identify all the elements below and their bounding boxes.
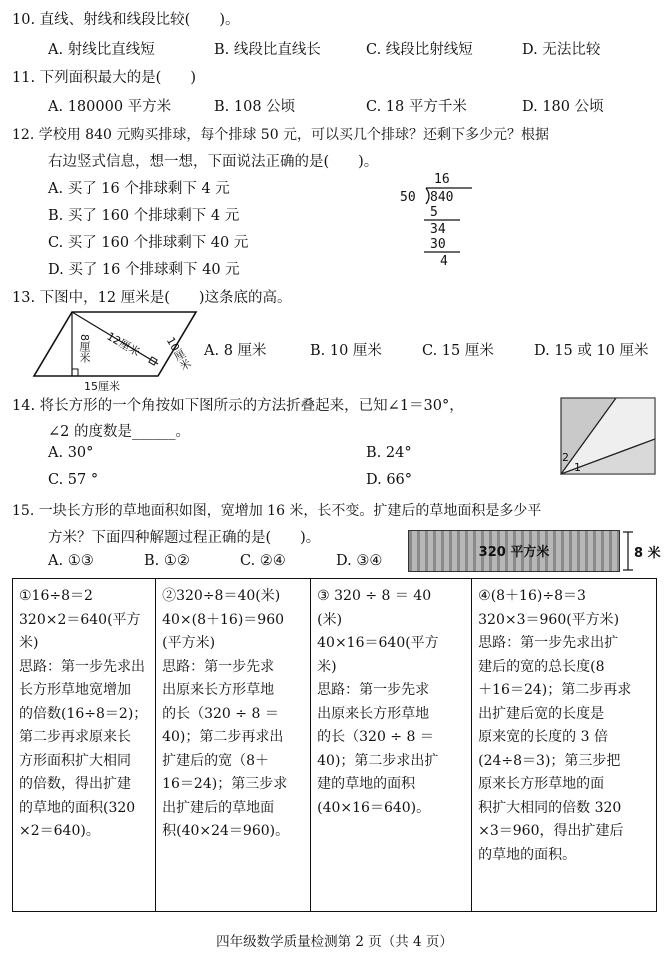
q15-option-d[interactable]: D. ③④ [336, 553, 383, 569]
q15-stem-line2: 方米？下面四种解题过程正确的是( )。 [48, 530, 321, 546]
q13-option-c[interactable]: C. 15 厘米 [422, 343, 494, 359]
division-dividend: 840 [430, 190, 454, 205]
q11-option-c[interactable]: C. 18 平方千米 [366, 99, 467, 115]
q14-option-c[interactable]: C. 57 ° [48, 472, 99, 488]
width-label: 8 米 [634, 546, 661, 561]
solution-1: ①16÷8＝2 320×2＝640(平方米) 思路：第一步先求出 长方形草地宽增加 的倍数(16÷8＝2)； 第二步再求原来长 方形面积扩大相同 的倍数，得出扩建 的草地的面积(320 ×2＝640)。 [13, 579, 156, 912]
q14-stem-line1: 14. 将长方形的一个角按如下图所示的方法折叠起来，已知∠1＝30°， [12, 398, 464, 414]
width-arrow [622, 530, 634, 572]
q14-option-b[interactable]: B. 24° [366, 445, 412, 461]
label-side-10cm: 10厘米 [163, 334, 194, 373]
q10-option-b[interactable]: B. 线段比直线长 [214, 42, 321, 58]
solution-2: ②320÷8＝40(米) 40×(8＋16)＝960 (平方米) 思路：第一步先求 出原来长方形草地 的长（320 ÷ 8 ＝ 40)；第二步再求出 扩建后的宽（8＋ 16＝24)；第三步求 出扩建后的草地面 积(40×24＝960)。 [156, 579, 311, 912]
grass-area-label: 320 平方米 [478, 545, 550, 560]
q15-option-a[interactable]: A. ①③ [48, 553, 94, 569]
division-divisor: 50 [400, 190, 416, 205]
q11-stem: 11. 下列面积最大的是( ) [12, 70, 196, 86]
division-step3: 30 [430, 237, 446, 252]
q14-option-d[interactable]: D. 66° [366, 472, 413, 488]
q12-option-b[interactable]: B. 买了 160 个排球剩下 4 元 [48, 208, 240, 224]
division-step1: 5 [430, 205, 438, 220]
solution-4: ④(8＋16)÷8＝3 320×3＝960(平方米) 思路：第一步先求出扩 建后的宽的总长度(8 ＋16＝24)；第二步再求 出扩建后宽的长度是 原来宽的长度的 3 倍 (24÷8＝3)；第三步把 原来长方形草地的面 积扩大相同的倍数 320 ×3＝960，得出扩建后 的草地的面积。 [472, 579, 657, 912]
label-base-15cm: 15厘米 [84, 380, 120, 393]
q13-option-b[interactable]: B. 10 厘米 [310, 343, 382, 359]
q10-option-c[interactable]: C. 线段比射线短 [366, 42, 473, 58]
q15-stem-line1: 15. 一块长方形的草地面积如图，宽增加 16 米，长不变。扩建后的草地面积是多少平 [12, 503, 542, 519]
parallelogram-figure [30, 308, 200, 393]
solution-3: ③ 320 ÷ 8 ＝ 40 (米) 40×16＝640(平方 米) 思路：第一步先求 出原来长方形草地 的长（320 ÷ 8 ＝ 40)；第二步求出扩 建的草地的面积 (40×16＝640)。 [311, 579, 472, 912]
angle-2-label: 2 [562, 451, 569, 464]
q13-option-d[interactable]: D. 15 或 10 厘米 [534, 343, 649, 359]
division-remainder: 4 [440, 254, 448, 269]
label-diagonal-12cm: 12厘米 [104, 329, 143, 359]
angle-1-label: 1 [574, 461, 581, 474]
q12-option-a[interactable]: A. 买了 16 个排球剩下 4 元 [48, 181, 230, 197]
q11-option-a[interactable]: A. 180000 平方米 [48, 99, 172, 115]
division-quotient: 16 [434, 172, 450, 187]
q11-option-d[interactable]: D. 180 公顷 [522, 99, 604, 115]
q12-stem-line2: 右边竖式信息，想一想，下面说法正确的是( )。 [48, 154, 379, 170]
width-marker [622, 530, 662, 572]
label-height-8cm: 8厘米 [78, 334, 91, 363]
division-figure [396, 170, 476, 270]
q14-stem-line2: ∠2 的度数是______。 [48, 424, 190, 440]
q12-stem-line1: 12. 学校用 840 元购买排球，每个排球 50 元，可以买几个排球？还剩下多少元？根据 [12, 127, 550, 143]
q14-option-a[interactable]: A. 30° [48, 445, 94, 461]
division-step2: 34 [430, 222, 446, 237]
q13-option-a[interactable]: A. 8 厘米 [204, 343, 267, 359]
q15-option-c[interactable]: C. ②④ [240, 553, 286, 569]
q12-option-d[interactable]: D. 买了 16 个排球剩下 40 元 [48, 262, 240, 278]
q11-option-b[interactable]: B. 108 公顷 [214, 99, 296, 115]
q12-option-c[interactable]: C. 买了 160 个排球剩下 40 元 [48, 235, 249, 251]
q13-stem: 13. 下图中，12 厘米是( )这条底的高。 [12, 290, 292, 306]
q10-option-d[interactable]: D. 无法比较 [522, 42, 601, 58]
page-footer: 四年级数学质量检测第 2 页（共 4 页） [216, 934, 453, 950]
q15-option-b[interactable]: B. ①② [144, 553, 190, 569]
solutions-table [12, 578, 657, 912]
q10-stem: 10. 直线、射线和线段比较( )。 [12, 12, 240, 28]
q10-option-a[interactable]: A. 射线比直线短 [48, 42, 155, 58]
folded-rectangle-figure [560, 397, 656, 475]
grass-field-figure [408, 530, 620, 572]
